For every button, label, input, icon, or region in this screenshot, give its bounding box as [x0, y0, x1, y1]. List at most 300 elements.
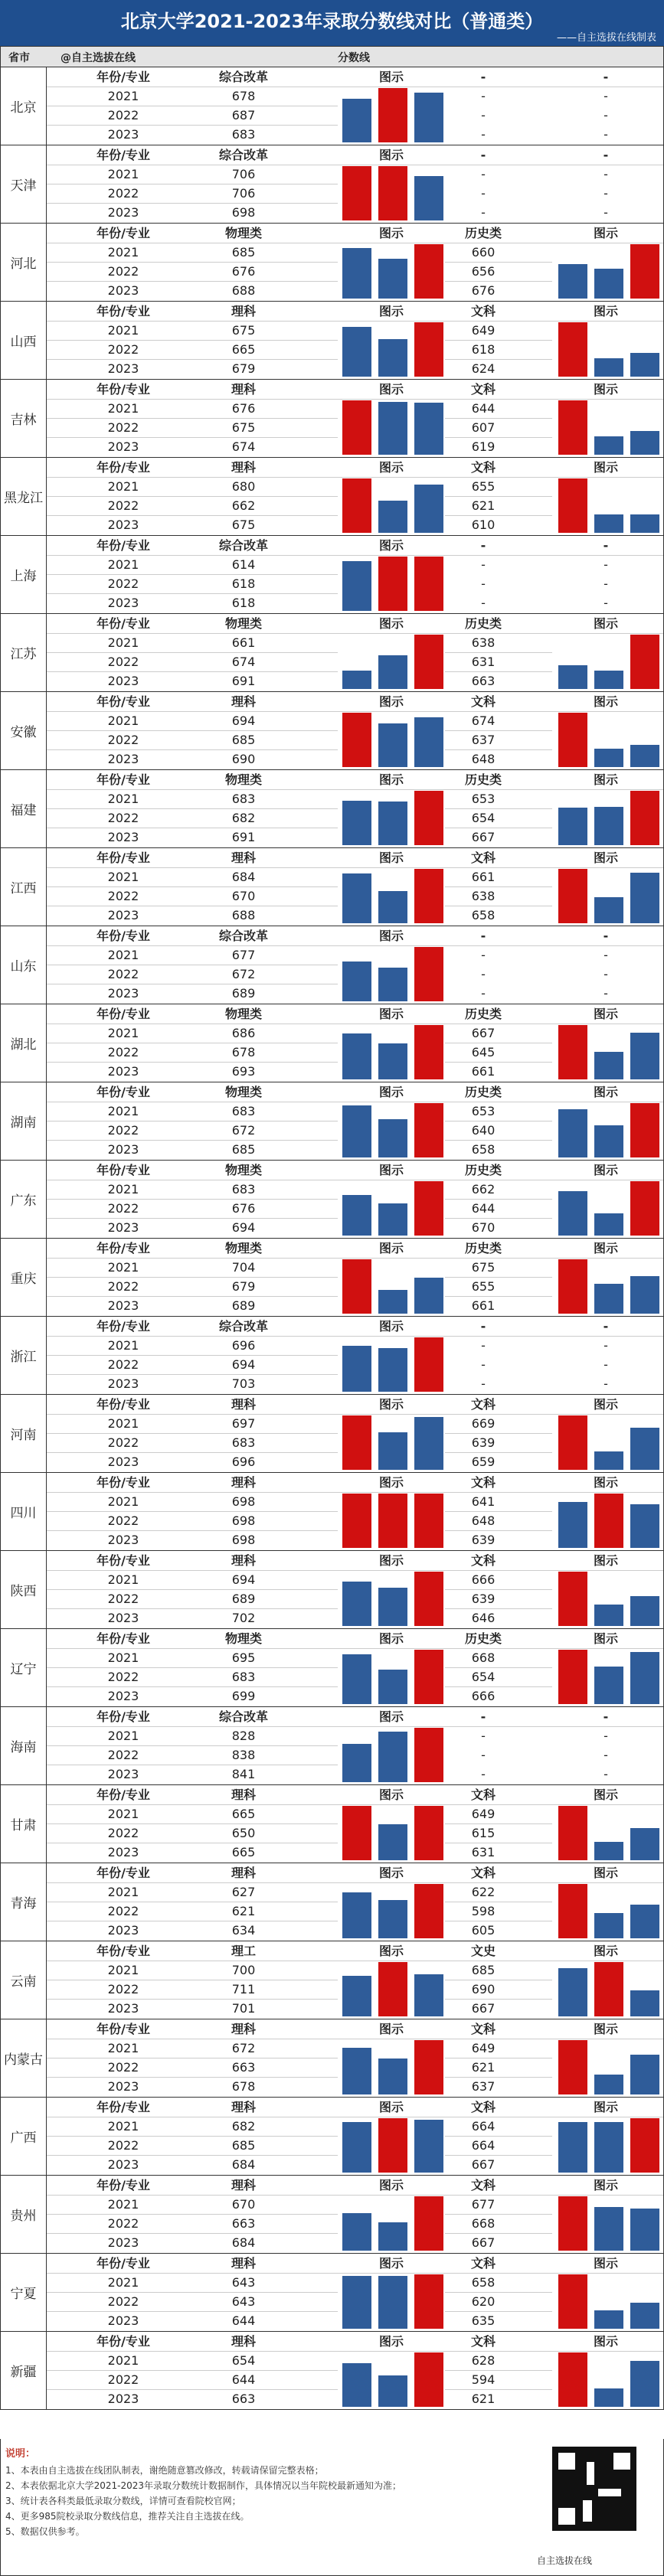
score-cell: 649 [471, 323, 496, 338]
score-bar [414, 2196, 443, 2251]
chart-label: 图示 [593, 1866, 618, 1880]
chart-label: 图示 [378, 1085, 404, 1099]
score-cell: 667 [471, 2235, 496, 2250]
score-cell: 621 [471, 2392, 496, 2406]
score-bar [342, 1976, 371, 2016]
year-cell: 2022 [107, 1826, 139, 1840]
col-label: 年份/专业 [96, 1944, 150, 1958]
chart-label: 图示 [593, 2100, 618, 2114]
score-bar [594, 2122, 623, 2173]
province-block [0, 2176, 664, 2254]
score-cell: 639 [471, 1592, 496, 1606]
score-cell: 677 [231, 948, 256, 962]
score-bar [558, 665, 587, 689]
province-name: 江苏 [1, 614, 47, 691]
score-bar [630, 2303, 659, 2329]
col-label: 年份/专业 [96, 2334, 150, 2349]
year-cell: 2022 [107, 2216, 139, 2231]
score-cell: 648 [471, 752, 496, 766]
category-label: 文科 [470, 694, 496, 709]
score-bar [342, 873, 371, 923]
chart-label: 图示 [593, 382, 618, 397]
score-bar [414, 322, 443, 377]
score-cell: 658 [471, 2275, 496, 2290]
province-block [0, 692, 664, 770]
score-cell: 683 [231, 1670, 256, 1684]
year-cell: 2022 [107, 1592, 139, 1606]
score-bar [342, 1195, 371, 1236]
year-cell: 2023 [107, 1064, 139, 1079]
score-bar [558, 2040, 587, 2094]
province-name: 甘肃 [1, 1785, 47, 1863]
score-bar [594, 2075, 623, 2094]
score-bar [378, 259, 407, 299]
score-bar [378, 1670, 407, 1704]
empty-dash: - [481, 1748, 486, 1762]
category-label: 理科 [231, 1397, 256, 1412]
year-cell: 2021 [107, 557, 139, 572]
category-label: 文科 [470, 2022, 496, 2036]
empty-dash: - [480, 929, 486, 943]
province-block [0, 1082, 664, 1161]
score-bar [414, 2040, 443, 2094]
year-cell: 2023 [107, 752, 139, 766]
score-cell: 628 [471, 2353, 496, 2368]
category-label: 物理类 [224, 1241, 262, 1255]
chart-label: 图示 [378, 1944, 404, 1958]
score-bar [594, 1962, 623, 2016]
score-cell: 649 [471, 2041, 496, 2055]
score-cell: 678 [231, 1045, 256, 1059]
score-cell: 649 [471, 1807, 496, 1821]
province-name: 宁夏 [1, 2254, 47, 2331]
score-bar [630, 2055, 659, 2094]
empty-dash: - [603, 948, 608, 962]
year-cell: 2023 [107, 1845, 139, 1859]
score-cell: 644 [231, 2313, 256, 2328]
bar-chart [342, 2196, 447, 2251]
category-label: 理科 [231, 2022, 256, 2036]
score-cell: 605 [471, 1923, 496, 1938]
score-bar [630, 514, 659, 533]
score-bar [558, 2196, 587, 2251]
score-cell: 620 [471, 2294, 496, 2309]
empty-dash: - [603, 108, 608, 122]
header-brand: @自主选拔在线 [61, 52, 136, 64]
score-cell: 672 [231, 967, 256, 981]
score-cell: 594 [471, 2372, 496, 2387]
province-name: 陕西 [1, 1551, 47, 1628]
score-cell: 690 [471, 1982, 496, 1996]
year-cell: 2023 [107, 1142, 139, 1157]
score-cell: 661 [471, 1064, 496, 1079]
bar-chart [342, 2274, 447, 2329]
score-bar [414, 485, 443, 533]
score-bar [630, 1033, 659, 1079]
year-cell: 2022 [107, 1513, 139, 1528]
score-bar [414, 1650, 443, 1704]
chart-label: 图示 [593, 1788, 618, 1802]
year-cell: 2022 [107, 1904, 139, 1918]
province-block [0, 2254, 664, 2332]
score-bar [558, 2274, 587, 2329]
score-bar [414, 869, 443, 923]
score-cell: 650 [231, 1826, 256, 1840]
score-bar [594, 807, 623, 845]
year-cell: 2022 [107, 811, 139, 825]
score-cell: 663 [231, 2392, 256, 2406]
year-cell: 2021 [107, 1182, 139, 1197]
score-cell: 641 [471, 1494, 496, 1509]
score-cell: 677 [471, 2197, 496, 2212]
category-label: 历史类 [464, 1241, 502, 1255]
score-bar [342, 1744, 371, 1782]
bar-chart [558, 2118, 663, 2173]
chart-label: 图示 [593, 1085, 618, 1099]
year-cell: 2021 [107, 1885, 139, 1899]
category-label: 历史类 [464, 1163, 502, 1177]
score-cell: 672 [231, 1123, 256, 1138]
score-bar [414, 93, 443, 142]
score-bar [594, 1605, 623, 1626]
col-label: 年份/专业 [96, 851, 150, 865]
empty-dash: - [603, 1338, 608, 1353]
score-cell: 665 [231, 1807, 256, 1821]
score-cell: 618 [231, 576, 256, 591]
col-label: 年份/专业 [96, 1709, 150, 1724]
score-bar [378, 1119, 407, 1157]
year-cell: 2023 [107, 908, 139, 922]
empty-dash: - [481, 948, 486, 962]
score-cell: 644 [231, 2372, 256, 2387]
score-cell: 676 [471, 283, 496, 298]
chart-label: 图示 [378, 1631, 404, 1646]
score-bar [378, 2222, 407, 2251]
score-bar [378, 723, 407, 767]
note-line: 4、更多985院校录取分数线信息，推荐关注自主选拔在线。 [5, 2511, 250, 2522]
score-bar [378, 968, 407, 1001]
chart-label: 图示 [593, 1397, 618, 1412]
score-bar [342, 1259, 371, 1314]
score-cell: 706 [231, 186, 256, 201]
score-bar [342, 2363, 371, 2407]
province-name: 内蒙古 [1, 2019, 47, 2097]
col-label: 年份/专业 [96, 148, 150, 162]
qr-caption: 自主选拔在线 [537, 2555, 593, 2566]
score-bar [414, 947, 443, 1001]
score-bar [558, 478, 587, 533]
col-label: 年份/专业 [96, 382, 150, 397]
score-bar [378, 2276, 407, 2329]
year-cell: 2022 [107, 186, 139, 201]
score-bar [594, 1213, 623, 1236]
score-bar [558, 2122, 587, 2173]
year-cell: 2023 [107, 2313, 139, 2328]
score-cell: 621 [471, 2060, 496, 2075]
empty-dash: - [480, 1319, 486, 1334]
chart-label: 图示 [593, 616, 618, 631]
col-label: 年份/专业 [96, 694, 150, 709]
score-bar [378, 339, 407, 377]
year-cell: 2022 [107, 264, 139, 279]
score-cell: 661 [471, 1298, 496, 1313]
score-cell: 828 [231, 1729, 256, 1743]
score-bar [414, 1278, 443, 1314]
empty-dash: - [481, 986, 486, 1001]
bar-chart [558, 322, 663, 377]
score-cell: 667 [471, 2157, 496, 2172]
score-bar [342, 1415, 371, 1470]
year-cell: 2023 [107, 517, 139, 532]
col-label: 年份/专业 [96, 70, 150, 84]
bar-chart [342, 1415, 447, 1470]
chart-label: 图示 [378, 1241, 404, 1255]
col-label: 年份/专业 [96, 1866, 150, 1880]
page-subtitle: ——自主选拔在线制表 [556, 32, 656, 44]
score-bar [630, 1652, 659, 1704]
score-bar [558, 400, 587, 455]
score-bar [630, 745, 659, 767]
chart-label: 图示 [378, 1553, 404, 1568]
category-label: 理科 [231, 1553, 256, 1568]
category-label: 综合改革 [218, 538, 268, 553]
bar-chart [558, 1650, 663, 1704]
score-bar [630, 1181, 659, 1236]
score-cell: 698 [231, 205, 256, 220]
score-bar [378, 891, 407, 923]
chart-label: 图示 [593, 1475, 618, 1490]
score-cell: 683 [231, 1435, 256, 1450]
year-cell: 2022 [107, 1279, 139, 1294]
score-cell: 838 [231, 1748, 256, 1762]
province-block [0, 848, 664, 926]
province-name: 浙江 [1, 1317, 47, 1394]
province-name: 广东 [1, 1161, 47, 1238]
province-block [0, 145, 664, 224]
category-label: 文科 [470, 2256, 496, 2271]
bar-chart [342, 166, 447, 220]
chart-label: 图示 [378, 382, 404, 397]
chart-label: 图示 [378, 1163, 404, 1177]
score-cell: 687 [231, 108, 256, 122]
province-block [0, 1551, 664, 1629]
score-cell: 684 [231, 2235, 256, 2250]
empty-dash: - [603, 1319, 609, 1334]
bar-chart [558, 713, 663, 767]
category-label: 综合改革 [218, 148, 268, 162]
score-cell: 706 [231, 167, 256, 181]
province-block [0, 1629, 664, 1707]
score-cell: 653 [471, 1104, 496, 1118]
category-label: 物理类 [224, 1163, 262, 1177]
empty-dash: - [603, 967, 608, 981]
score-bar [630, 873, 659, 923]
year-cell: 2021 [107, 1729, 139, 1743]
score-bar [558, 1415, 587, 1470]
category-label: 文科 [470, 1866, 496, 1880]
year-cell: 2022 [107, 498, 139, 513]
score-bar [558, 1650, 587, 1704]
score-bar [342, 2048, 371, 2094]
year-cell: 2021 [107, 713, 139, 728]
score-cell: 694 [231, 1572, 256, 1587]
score-cell: 667 [471, 830, 496, 844]
category-label: 理科 [231, 2256, 256, 2271]
score-cell: 666 [471, 1689, 496, 1703]
province-block [0, 926, 664, 1004]
empty-dash: - [481, 1767, 486, 1781]
score-cell: 689 [231, 1298, 256, 1313]
score-cell: 614 [231, 557, 256, 572]
score-cell: 637 [471, 733, 496, 747]
empty-dash: - [603, 127, 608, 142]
score-cell: 696 [231, 1455, 256, 1469]
score-bar [414, 2120, 443, 2173]
year-cell: 2021 [107, 89, 139, 103]
bar-chart [342, 2352, 447, 2407]
score-cell: 638 [471, 635, 496, 650]
year-cell: 2021 [107, 2197, 139, 2212]
chart-label: 图示 [593, 1241, 618, 1255]
score-cell: 631 [471, 655, 496, 669]
col-label: 年份/专业 [96, 772, 150, 787]
score-bar [378, 2059, 407, 2094]
score-bar [378, 1824, 407, 1860]
score-cell: 654 [471, 1670, 496, 1684]
bar-chart [342, 478, 447, 533]
score-bar [630, 1504, 659, 1548]
bar-chart [558, 2352, 663, 2407]
score-cell: 696 [231, 1338, 256, 1353]
score-bar [630, 2361, 659, 2407]
score-bar [414, 403, 443, 455]
col-label: 年份/专业 [96, 1085, 150, 1099]
score-bar [630, 1428, 659, 1470]
bar-chart [558, 2040, 663, 2094]
category-label: 文科 [470, 2100, 496, 2114]
qr-code [552, 2447, 636, 2531]
score-bar [594, 749, 623, 767]
score-cell: 622 [471, 1885, 496, 1899]
score-bar [594, 671, 623, 689]
year-cell: 2023 [107, 1455, 139, 1469]
score-bar [594, 1494, 623, 1548]
score-cell: 658 [471, 1142, 496, 1157]
category-label: 历史类 [464, 1007, 502, 1021]
bar-chart [342, 713, 447, 767]
empty-dash: - [603, 89, 608, 103]
year-cell: 2021 [107, 2353, 139, 2368]
score-bar [630, 431, 659, 455]
score-bar [594, 514, 623, 533]
bar-chart [558, 244, 663, 299]
chart-label: 图示 [378, 1397, 404, 1412]
score-bar [558, 2352, 587, 2407]
empty-dash: - [603, 1729, 608, 1743]
score-bar [378, 2375, 407, 2407]
score-cell: 624 [471, 361, 496, 376]
chart-label: 图示 [593, 851, 618, 865]
score-bar [342, 1346, 371, 1392]
province-block [0, 458, 664, 536]
province-name: 广西 [1, 2098, 47, 2175]
score-bar [414, 244, 443, 299]
bar-chart [342, 1103, 447, 1157]
col-label: 年份/专业 [96, 616, 150, 631]
category-label: 理科 [231, 382, 256, 397]
empty-dash: - [481, 186, 486, 201]
col-label: 年份/专业 [96, 2178, 150, 2192]
note-line: 2、本表依据北京大学2021-2023年录取分数统计数据制作，具体情况以当年院校最新通知为准； [5, 2480, 402, 2491]
score-bar [414, 1974, 443, 2016]
year-cell: 2021 [107, 948, 139, 962]
category-label: 理科 [231, 460, 256, 475]
col-label: 年份/专业 [96, 1475, 150, 1490]
score-cell: 662 [471, 1182, 496, 1197]
year-cell: 2023 [107, 986, 139, 1001]
score-cell: 615 [471, 1826, 496, 1840]
score-cell: 697 [231, 1416, 256, 1431]
chart-label: 图示 [378, 1319, 404, 1334]
bar-chart [558, 1103, 663, 1157]
bar-chart [342, 322, 447, 377]
score-cell: 698 [231, 1513, 256, 1528]
score-cell: 639 [471, 1533, 496, 1547]
chart-label: 图示 [378, 538, 404, 553]
category-label: 文科 [470, 304, 496, 318]
province-block [0, 536, 664, 614]
empty-dash: - [480, 148, 486, 162]
score-cell: 621 [231, 1904, 256, 1918]
col-label: 年份/专业 [96, 2256, 150, 2271]
score-cell: 683 [231, 127, 256, 142]
category-label: 历史类 [464, 1631, 502, 1646]
score-bar [414, 1806, 443, 1860]
score-cell: 700 [231, 1963, 256, 1977]
category-label: 文科 [470, 1788, 496, 1802]
score-bar [342, 1494, 371, 1548]
empty-dash: - [481, 1357, 486, 1372]
bar-chart [342, 635, 447, 689]
bar-chart [342, 244, 447, 299]
year-cell: 2021 [107, 323, 139, 338]
year-cell: 2021 [107, 401, 139, 416]
year-cell: 2021 [107, 792, 139, 806]
chart-label: 图示 [593, 1944, 618, 1958]
score-bar [378, 402, 407, 455]
score-bar [558, 1191, 587, 1236]
score-bar [558, 264, 587, 299]
score-cell: 664 [471, 2138, 496, 2153]
bar-chart [342, 1572, 447, 1626]
province-block [0, 1863, 664, 1941]
year-cell: 2021 [107, 1260, 139, 1275]
category-label: 历史类 [464, 616, 502, 631]
chart-label: 图示 [593, 2256, 618, 2271]
category-label: 理科 [231, 851, 256, 865]
year-cell: 2022 [107, 576, 139, 591]
bar-chart [558, 1572, 663, 1626]
province-name: 湖南 [1, 1082, 47, 1160]
chart-label: 图示 [378, 929, 404, 943]
score-cell: 685 [231, 245, 256, 260]
chart-label: 图示 [378, 2256, 404, 2271]
score-cell: 669 [471, 1416, 496, 1431]
score-bar [630, 1905, 659, 1938]
empty-dash: - [480, 1709, 486, 1724]
bar-chart [342, 1025, 447, 1079]
empty-dash: - [481, 557, 486, 572]
